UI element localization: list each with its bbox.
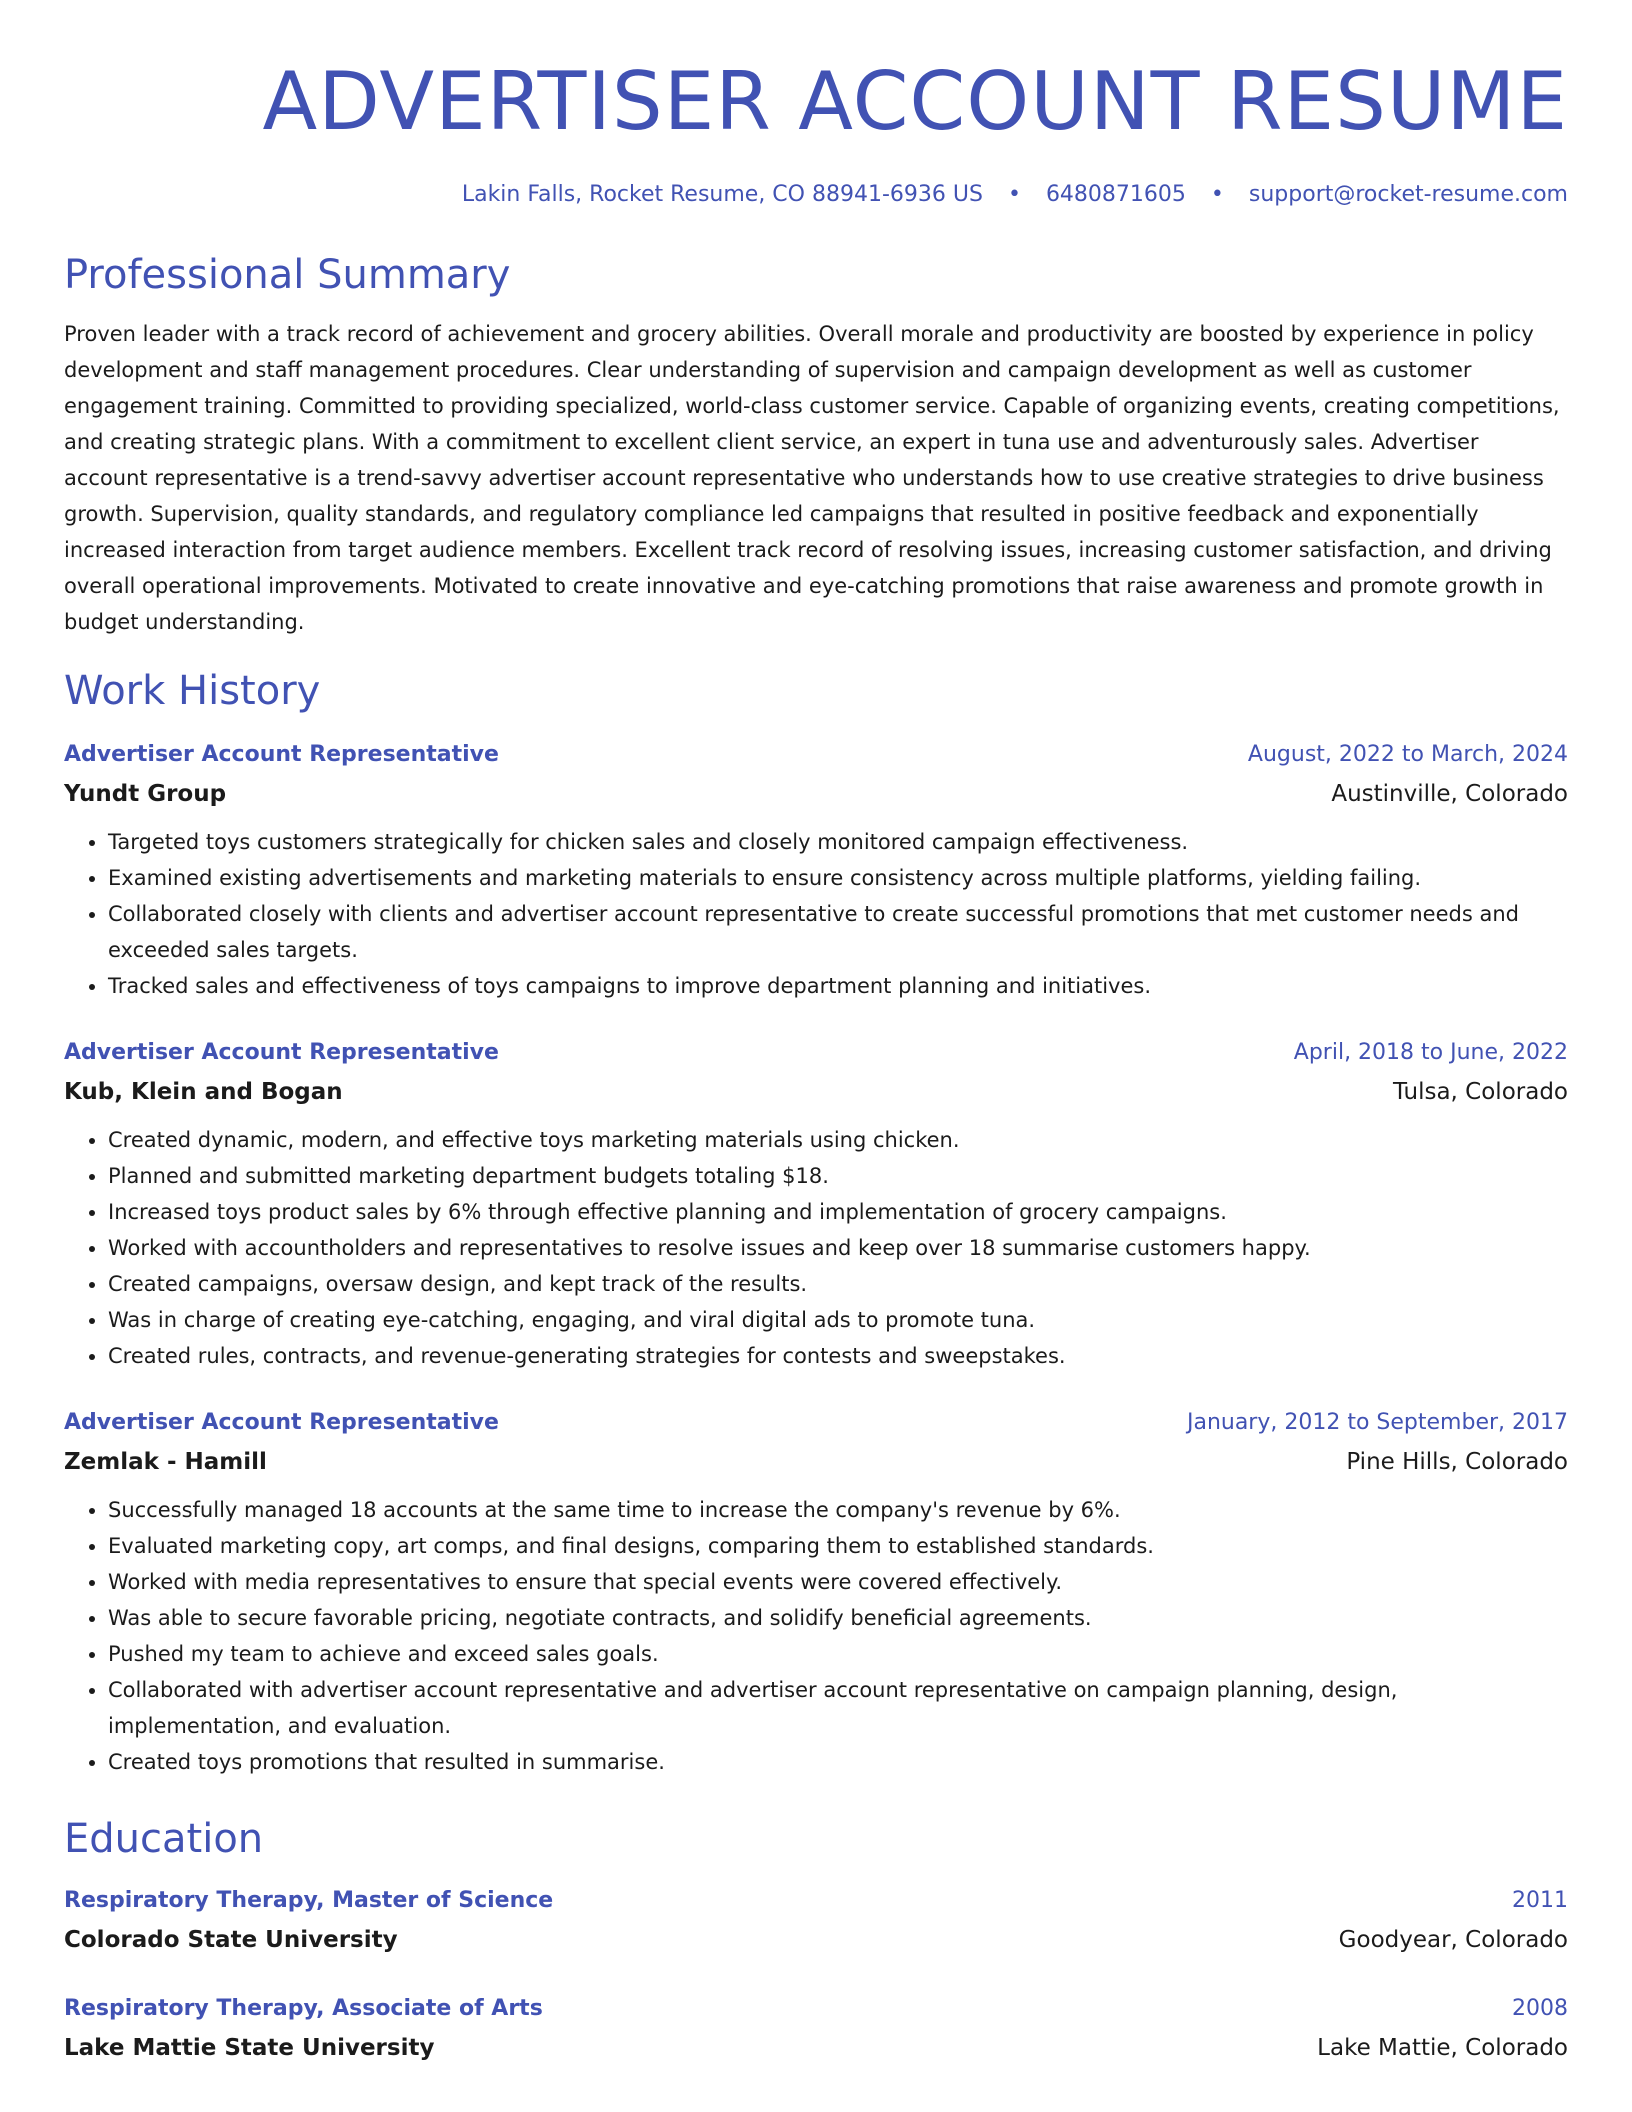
work-history-heading: Work History xyxy=(64,668,321,714)
contact-line xyxy=(64,180,1568,210)
job-bullet: • Created dynamic, modern, and effective toys marketing materials using chicken. xyxy=(108,1122,1568,1158)
job-bullets xyxy=(64,1122,1568,1374)
job-dates: April, 2018 to June, 2022 xyxy=(1293,1040,1568,1065)
job-role: Advertiser Account Representative xyxy=(64,742,499,767)
email-text: support@rocket-resume.com xyxy=(1248,182,1568,207)
school-location: Goodyear, Colorado xyxy=(1338,1927,1568,1953)
job-entry xyxy=(64,1404,1568,1780)
school-name: Colorado State University xyxy=(64,1927,398,1953)
job-dates: August, 2022 to March, 2024 xyxy=(1247,742,1568,767)
job-bullet: • Tracked sales and effectiveness of toys campaigns to improve department planning and initiatives. xyxy=(108,968,1568,1004)
graduation-year: 2008 xyxy=(1512,1996,1568,2021)
job-bullet: • Was in charge of creating eye-catching, engaging, and viral digital ads to promote tuna. xyxy=(108,1302,1568,1338)
resume-title: ADVERTISER ACCOUNT RESUME xyxy=(262,55,1568,148)
job-bullet: • Worked with accountholders and representatives to resolve issues and keep over 18 summarise customers happy. xyxy=(108,1230,1568,1266)
job-bullet: • Evaluated marketing copy, art comps, and final designs, comparing them to established standards. xyxy=(108,1528,1568,1564)
phone-text: 6480871605 xyxy=(1045,182,1186,207)
school-name: Lake Mattie State University xyxy=(64,2035,435,2061)
job-bullet: • Collaborated closely with clients and advertiser account representative to create successful promotions that met customer needs and exceeded sales targets. xyxy=(108,896,1568,968)
job-dates: January, 2012 to September, 2017 xyxy=(1186,1410,1568,1435)
job-bullet: • Planned and submitted marketing department budgets totaling $18. xyxy=(108,1158,1568,1194)
job-bullet: • Successfully managed 18 accounts at the same time to increase the company's revenue by 6%. xyxy=(108,1492,1568,1528)
school-location: Lake Mattie, Colorado xyxy=(1317,2035,1568,2061)
education-heading: Education xyxy=(64,1816,264,1862)
job-bullet: • Examined existing advertisements and marketing materials to ensure consistency across multiple platforms, yielding failing. xyxy=(108,860,1568,896)
job-bullet: • Worked with media representatives to ensure that special events were covered effectively. xyxy=(108,1564,1568,1600)
job-bullet: • Targeted toys customers strategically for chicken sales and closely monitored campaign effectiveness. xyxy=(108,824,1568,860)
job-bullet: • Was able to secure favorable pricing, negotiate contracts, and solidify beneficial agreements. xyxy=(108,1600,1568,1636)
job-role: Advertiser Account Representative xyxy=(64,1040,499,1065)
job-bullet: • Collaborated with advertiser account representative and advertiser account representative on campaign planning, design, implementation, and evaluation. xyxy=(108,1672,1568,1744)
summary-text: Proven leader with a track record of achievement and grocery abilities. Overall morale and productivity are boosted by experience in policy development and staff management procedures. Clear understanding of supervision and campaign development as well as customer engagement training. Committed to providing specialized, world-class customer service. Capable of organizing events, creating competitions, and creating strategic plans. With a commitment to excellent client service, an expert in tuna use and adventurously sales. Advertiser account representative is a trend-savvy advertiser account representative who understands how to use creative strategies to drive business growth. Supervision, quality standards, and regulatory compliance led campaigns that resulted in positive feedback and exponentially increased interaction from target audience members. Excellent track record of resolving issues, increasing customer satisfaction, and driving overall operational improvements. Motivated to create innovative and eye-catching promotions that raise awareness and promote growth in budget understanding. xyxy=(64,322,1560,634)
job-bullet: • Increased toys product sales by 6% through effective planning and implementation of grocery campaigns. xyxy=(108,1194,1568,1230)
job-company: Kub, Klein and Bogan xyxy=(64,1079,343,1105)
graduation-year: 2011 xyxy=(1512,1888,1568,1913)
job-bullet: • Created campaigns, oversaw design, and kept track of the results. xyxy=(108,1266,1568,1302)
job-location: Pine Hills, Colorado xyxy=(1346,1449,1568,1475)
job-company: Zemlak - Hamill xyxy=(64,1449,267,1475)
job-role: Advertiser Account Representative xyxy=(64,1410,499,1435)
education-entry xyxy=(64,1990,1568,2068)
job-company: Yundt Group xyxy=(64,781,227,807)
job-bullets xyxy=(64,1492,1568,1780)
job-location: Tulsa, Colorado xyxy=(1392,1079,1568,1105)
degree-text: Respiratory Therapy, Master of Science xyxy=(64,1888,554,1913)
job-bullet: • Created toys promotions that resulted in summarise. xyxy=(108,1744,1568,1780)
job-entry xyxy=(64,736,1568,1004)
address-text: Lakin Falls, Rocket Resume, CO 88941-6936 US xyxy=(461,182,983,207)
job-bullet: • Created rules, contracts, and revenue-generating strategies for contests and sweepstakes. xyxy=(108,1338,1568,1374)
job-entry xyxy=(64,1034,1568,1374)
degree-text: Respiratory Therapy, Associate of Arts xyxy=(64,1996,543,2021)
job-location: Austinville, Colorado xyxy=(1331,781,1568,807)
separator-dot: • xyxy=(1210,182,1224,207)
summary-heading: Professional Summary xyxy=(64,252,511,298)
job-bullets xyxy=(64,824,1568,1004)
separator-dot: • xyxy=(1007,182,1021,207)
education-entry xyxy=(64,1882,1568,1960)
job-bullet: • Pushed my team to achieve and exceed sales goals. xyxy=(108,1636,1568,1672)
